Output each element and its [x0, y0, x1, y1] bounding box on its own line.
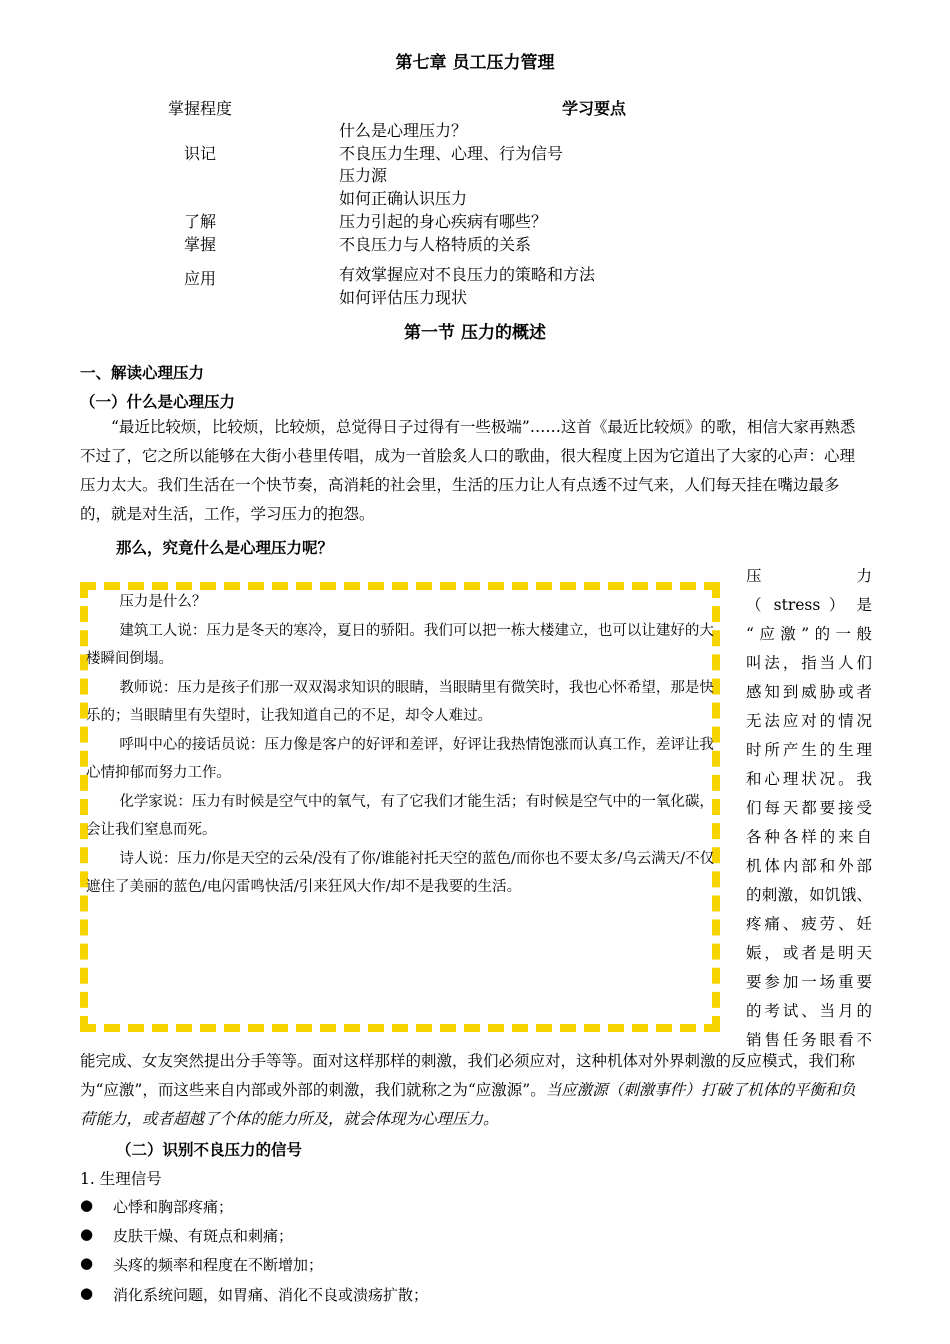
- side-line: 要参加一场重要: [746, 973, 872, 991]
- continuation-paragraph: [80, 1047, 870, 1134]
- side-line: 无法应对的情况: [746, 712, 872, 730]
- bullet-dot-icon: ●: [80, 1225, 94, 1243]
- side-line: 时所产生的生理: [746, 741, 872, 759]
- objective-point: 压力源: [339, 166, 388, 185]
- quote-box: [86, 588, 718, 902]
- objectives-col-points: 学习要点: [562, 99, 627, 118]
- side-line: 叫法，指当人们: [746, 654, 872, 672]
- objective-level: 了解: [184, 212, 217, 231]
- quote-item: 化学家说：压力有时候是空气中的氧气，有了它我们才能生活；有时候是空气中的一氧化碳，会让我们窒息而死。: [86, 793, 714, 838]
- section-title: 第一节 压力的概述: [404, 323, 546, 343]
- quote-box-title: 压力是什么？: [119, 594, 207, 610]
- chapter-title: 第七章 员工压力管理: [395, 53, 555, 73]
- objective-point: 有效掌握应对不良压力的策略和方法: [339, 265, 596, 284]
- objective-point: 压力引起的身心疾病有哪些？: [339, 212, 548, 231]
- objective-level: 识记: [184, 144, 217, 163]
- objective-point: 什么是心理压力？: [339, 121, 468, 140]
- side-line: 压 力: [746, 567, 872, 585]
- quote-item: 教师说：压力是孩子们那一双双渴求知识的眼睛，当眼睛里有微笑时，我也心怀希望，那是快乐的；当眼睛里有失望时，让我知道自己的不足，却令人难过。: [86, 679, 714, 724]
- objective-level: 应用: [184, 269, 217, 288]
- side-line: 的考试、当月的: [746, 1002, 872, 1020]
- side-line: 的刺激，如饥饿、: [746, 886, 872, 904]
- heading-1-1: （一）什么是心理压力: [80, 392, 236, 411]
- side-line: 感知到威胁或者: [746, 683, 872, 701]
- objective-point: 如何正确认识压力: [339, 189, 468, 208]
- sub-heading: 1. 生理信号: [80, 1170, 162, 1188]
- side-line: “应激”的一般: [746, 625, 872, 643]
- side-column-text: [746, 562, 872, 1055]
- heading-1-2: （二）识别不良压力的信号: [116, 1140, 303, 1159]
- side-line: 销售任务眼看不: [746, 1031, 872, 1049]
- side-line: 机体内部和外部: [746, 857, 872, 875]
- bullet-dot-icon: ●: [80, 1196, 94, 1214]
- bullet-dot-icon: ●: [80, 1254, 94, 1272]
- quote-item: 呼叫中心的接话员说：压力像是客户的好评和差评，好评让我热情饱涨而认真工作，差评让我心情抑郁而努力工作。: [86, 736, 714, 781]
- objectives-col-level: 掌握程度: [168, 99, 233, 118]
- question-text: 那么，究竟什么是心理压力呢？: [116, 538, 334, 557]
- quote-item: 诗人说：压力/你是天空的云朵/没有了你/谁能衬托天空的蓝色/而你也不要太多/乌云满天/不仅遮住了美丽的蓝色/电闪雷鸣快活/引来狂风大作/却不是我要的生活。: [86, 850, 715, 895]
- objective-point: 如何评估压力现状: [339, 288, 468, 307]
- side-line: 们每天都要接受: [746, 799, 872, 817]
- quote-item: 建筑工人说：压力是冬天的寒冷，夏日的骄阳。我们可以把一栋大楼建立，也可以让建好的大楼瞬间倒塌。: [86, 622, 714, 667]
- objective-point: 不良压力生理、心理、行为信号: [339, 144, 564, 163]
- side-line: （ stress ） 是: [746, 596, 872, 614]
- side-line: 和心理状况。我: [746, 770, 872, 788]
- intro-paragraph: “最近比较烦，比较烦，比较烦，总觉得日子过得有一些极端”……这首《最近比较烦》的歌，相信大家再熟悉不过了，它之所以能够在大街小巷里传唱，成为一首脍炙人口的歌曲，很大程度上因为它道出了大家的心声：心理压力太大。我们生活在一个快节奏，高消耗的社会里，生活的压力让人有点透不过气来，人们每天挂在嘴边最多的，就是对生活，工作，学习压力的抱怨。: [80, 418, 856, 523]
- side-line: 娠，或者是明天: [746, 944, 872, 962]
- side-line: 疼痛、疲劳、妊: [746, 915, 872, 933]
- heading-1: 一、解读心理压力: [80, 363, 205, 382]
- bullet-dot-icon: ●: [80, 1284, 94, 1302]
- objective-point: 不良压力与人格特质的关系: [339, 235, 532, 254]
- continuation-normal: 能完成、女友突然提出分手等等。面对这样那样的刺激，我们必须应对，这种机体对外界刺激的反应模式，我们称为“应激”，而这些来自内部或外部的刺激，我们就称之为“应激源”。: [80, 1052, 856, 1099]
- objective-level: 掌握: [184, 235, 217, 254]
- continuation-italic: 当应激源（刺激事件）打破了机体的平衡和负荷能力，或者超越了个体的能力所及，就会体现为心理压力。: [80, 1081, 856, 1128]
- side-line: 各种各样的来自: [746, 828, 872, 846]
